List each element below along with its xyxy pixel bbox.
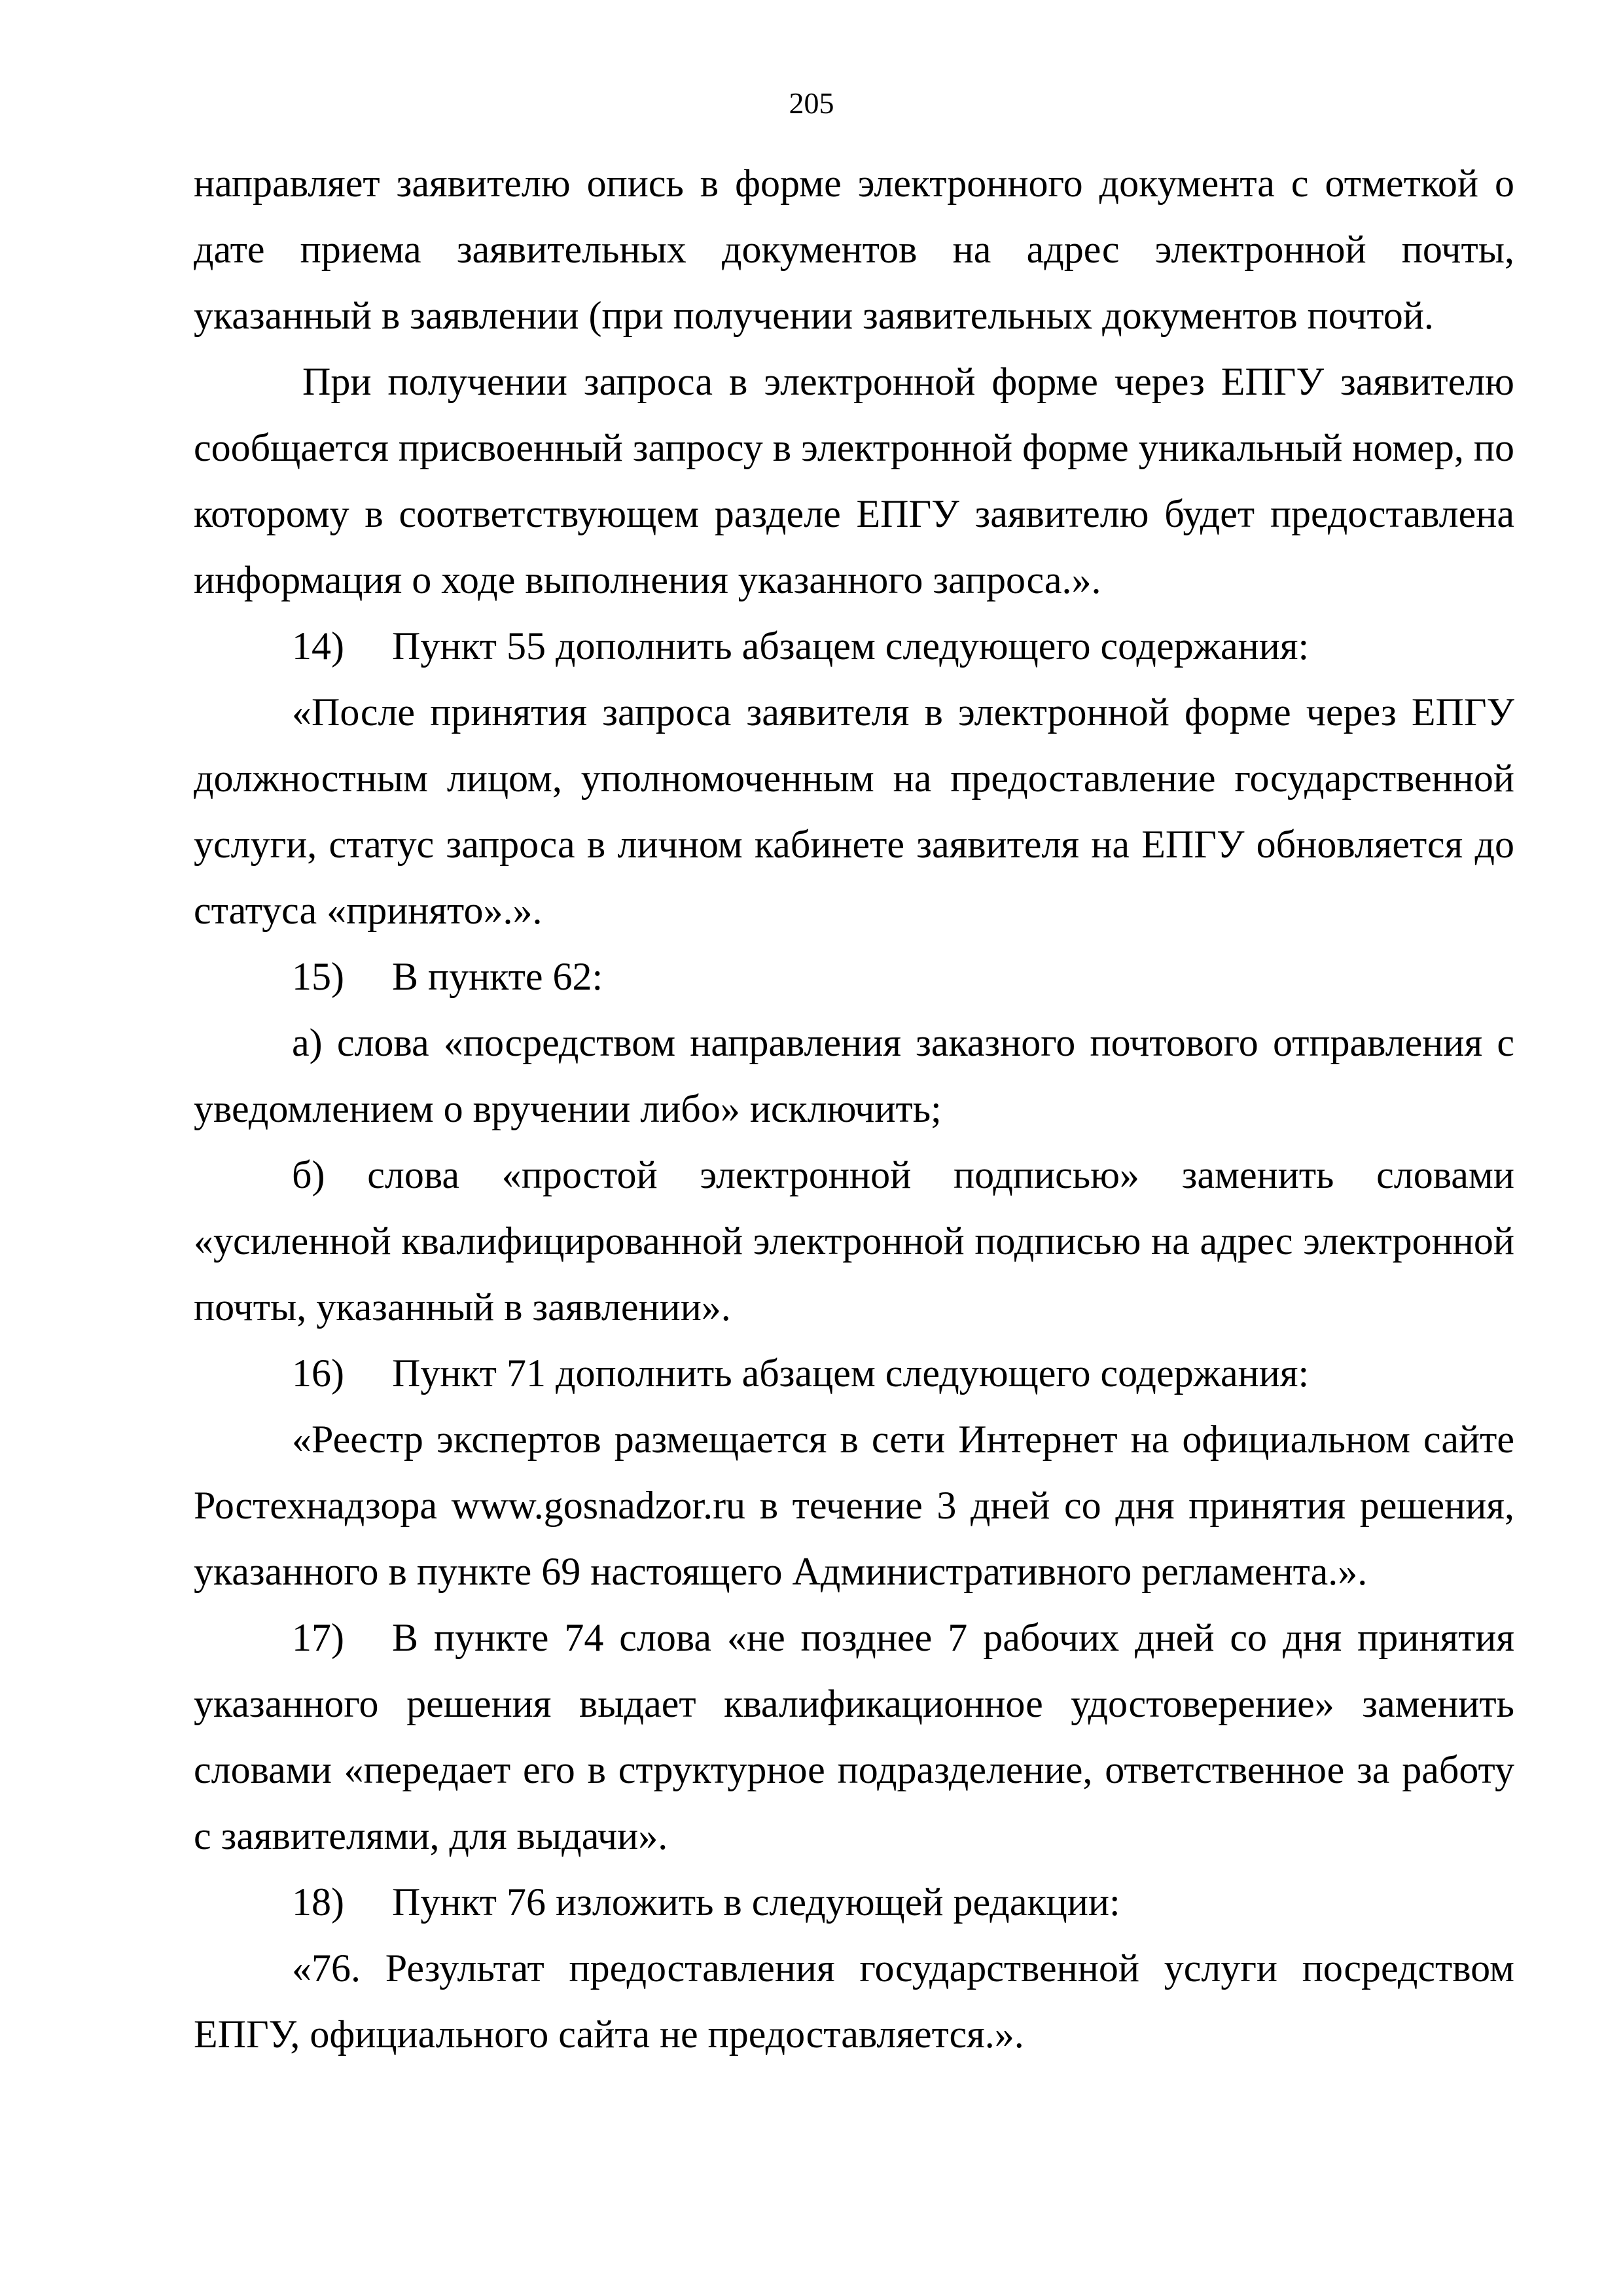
paragraph-subitem-b: б) слова «простой электронной подписью» заменить словами «усиленной квалифицированной электронной подписью на адрес электронной почты, указанный в заявлении». xyxy=(194,1153,1514,1329)
list-item-15-text: В пункте 62: xyxy=(392,955,603,998)
paragraph-request-status: «После принятия запроса заявителя в электронной форме через ЕПГУ должностным лицом, уполномоченным на предоставление государственной услуги, статус запроса в личном кабинете заявителя на ЕПГУ обновляется до статуса «принято».». xyxy=(194,691,1514,932)
list-item-14-number: 14) xyxy=(292,624,344,668)
list-item-18-number: 18) xyxy=(292,1880,344,1924)
list-item-14 xyxy=(194,613,1514,679)
list-item-14-text: Пункт 55 дополнить абзацем следующего содержания: xyxy=(392,624,1310,668)
list-item-17-number: 17) xyxy=(292,1616,344,1659)
list-item-17 xyxy=(194,1605,1514,1869)
paragraph-epgu-request-number: При получении запроса в электронной форме через ЕПГУ заявителю сообщается присвоенный запросу в электронной форме уникальный номер, по которому в соответствующем разделе ЕПГУ заявителю будет предоставлена информация о ходе выполнения указанного запроса.». xyxy=(194,360,1514,601)
list-item-17-text: В пункте 74 слова «не позднее 7 рабочих дней со дня принятия указанного решения выдает квалификационное удостоверение» заменить словами «передает его в структурное подразделение, ответственное за работу с заявителями, для выдачи». xyxy=(194,1616,1514,1857)
list-item-18 xyxy=(194,1869,1514,1935)
paragraph-subitem-a: а) слова «посредством направления заказного почтового отправления с уведомлением о вручении либо» исключить; xyxy=(194,1021,1514,1130)
page-number: 205 xyxy=(789,86,834,120)
list-item-16 xyxy=(194,1340,1514,1407)
paragraph-inventory-notice: направляет заявителю опись в форме электронного документа с отметкой о дате приема заявительных документов на адрес электронной почты, указанный в заявлении (при получении заявительных документов почтой. xyxy=(194,162,1514,337)
document-body xyxy=(194,151,1514,2068)
paragraph-item-76: «76. Результат предоставления государственной услуги посредством ЕПГУ, официального сайта не предоставляется.». xyxy=(194,1946,1514,2056)
list-item-15-number: 15) xyxy=(292,955,344,998)
list-item-16-number: 16) xyxy=(292,1352,344,1395)
paragraph-expert-registry: «Реестр экспертов размещается в сети Интернет на официальном сайте Ростехнадзора www.gosnadzor.ru в течение 3 дней со дня принятия решения, указанного в пункте 69 настоящего Административного регламента.». xyxy=(194,1418,1514,1593)
list-item-15 xyxy=(194,944,1514,1010)
list-item-18-text: Пункт 76 изложить в следующей редакции: xyxy=(392,1880,1120,1924)
list-item-16-text: Пункт 71 дополнить абзацем следующего содержания: xyxy=(392,1352,1310,1395)
